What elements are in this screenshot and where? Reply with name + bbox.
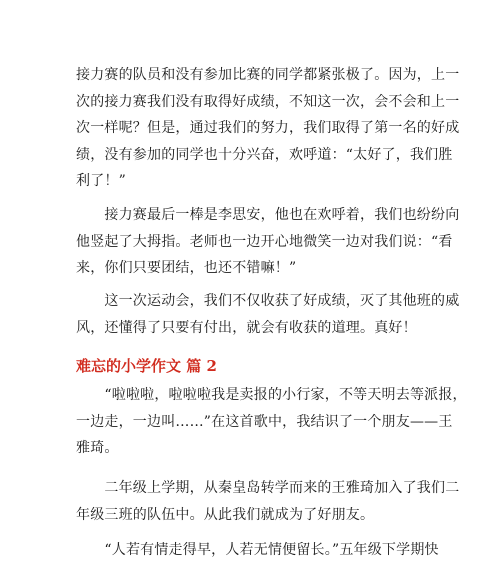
text-line: 接力赛的队员和没有参加比赛的同学都紧张极了。因为，上一: [76, 67, 460, 83]
text-line: 绩，没有参加的同学也十分兴奋，欢呼道：“太好了，我们胜: [76, 146, 453, 163]
text-line: 他竖起了大拇指。老师也一边开心地微笑一边对我们说：“看: [76, 233, 453, 250]
text-line: “人若有情走得早，人若无情便留长。”五年级下学期快: [76, 542, 439, 558]
text-line: 这一次运动会，我们不仅收获了好成绩，灭了其他班的威: [76, 293, 460, 309]
text-line: 雅琦。: [76, 440, 119, 456]
text-line: 次一样呢？但是，通过我们的努力，我们取得了第一名的好成: [76, 120, 460, 136]
text-line: 年级三班的队伍中。从此我们就成为了好朋友。: [76, 506, 375, 523]
paragraph-2: [76, 202, 460, 282]
text-line: 二年级上学期，从秦皇岛转学而来的王雅琦加入了我们二: [76, 480, 460, 496]
paragraph-4: [76, 382, 467, 462]
paragraph-1: [76, 62, 460, 195]
text-line: 次的接力赛我们没有取得好成绩，不知这一次，会不会和上一: [76, 93, 460, 110]
paragraph-3: [76, 288, 460, 341]
text-line: 来，你们只要团结，也还不错嘛！”: [76, 260, 297, 276]
text-line: 一边走，一边叫……”在这首歌中，我结识了一个朋友——王: [76, 413, 453, 430]
text-line: “啦啦啦，啦啦啦我是卖报的小行家，不等天明去等派报，: [76, 387, 467, 403]
section-heading: 难忘的小学作文 篇 2: [76, 357, 217, 375]
text-line: 接力赛最后一棒是李思安，他也在欢呼着，我们也纷纷向: [76, 207, 460, 223]
paragraph-6: [76, 537, 439, 564]
paragraph-5: [76, 475, 460, 528]
text-line: 风，还懂得了只要有付出，就会有收获的道理。真好！: [76, 319, 417, 336]
text-line: 利了！”: [76, 173, 126, 189]
